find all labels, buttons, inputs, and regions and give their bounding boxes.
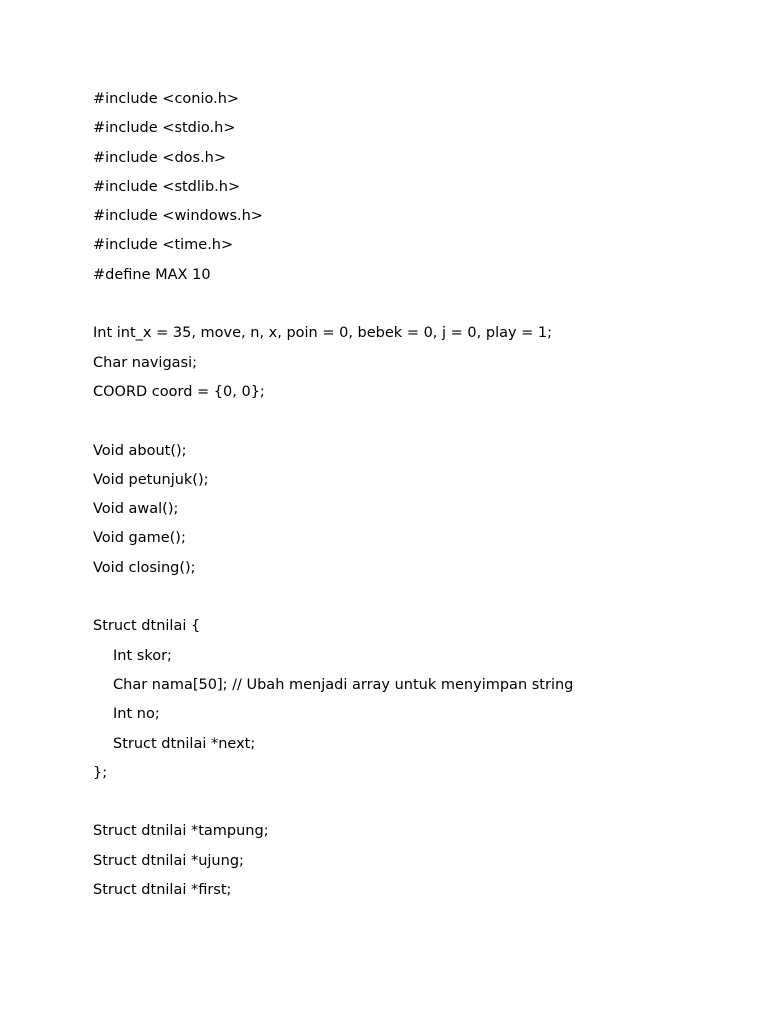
blank-line [93, 407, 733, 436]
blank-line [93, 583, 733, 612]
code-line: Struct dtnilai *first; [93, 882, 232, 899]
code-line: COORD coord = {0, 0}; [93, 383, 265, 400]
code-line: Char navigasi; [93, 354, 198, 371]
code-line: #include <stdio.h> [93, 120, 236, 137]
code-line-indented: Struct dtnilai *next; [113, 735, 256, 752]
code-line-indented: Int skor; [113, 647, 172, 664]
code-line: #include <stdlib.h> [93, 178, 241, 195]
code-line: #include <windows.h> [93, 208, 263, 225]
code-line: #include <dos.h> [93, 149, 227, 166]
code-line: Int int_x = 35, move, n, x, poin = 0, bebek = 0, j = 0, play = 1; [93, 325, 553, 342]
code-line: #include <conio.h> [93, 91, 240, 107]
code-line: Struct dtnilai *tampung; [93, 823, 269, 840]
code-line: Void game(); [93, 530, 186, 547]
code-line: #define MAX 10 [93, 266, 211, 283]
code-line-indented: Int no; [113, 706, 160, 723]
code-line: #include <time.h> [93, 237, 234, 254]
code-line: Struct dtnilai *ujung; [93, 852, 244, 869]
code-line: }; [93, 764, 108, 781]
code-line: Void awal(); [93, 501, 179, 518]
document-page [93, 85, 733, 905]
code-line: Void about(); [93, 442, 187, 459]
code-line-indented: Char nama[50]; // Ubah menjadi array untuk menyimpan string [113, 676, 574, 693]
blank-line [93, 788, 733, 817]
code-line: Void petunjuk(); [93, 471, 209, 488]
code-line: Void closing(); [93, 559, 196, 576]
blank-line [93, 290, 733, 319]
code-line: Struct dtnilai { [93, 618, 201, 635]
